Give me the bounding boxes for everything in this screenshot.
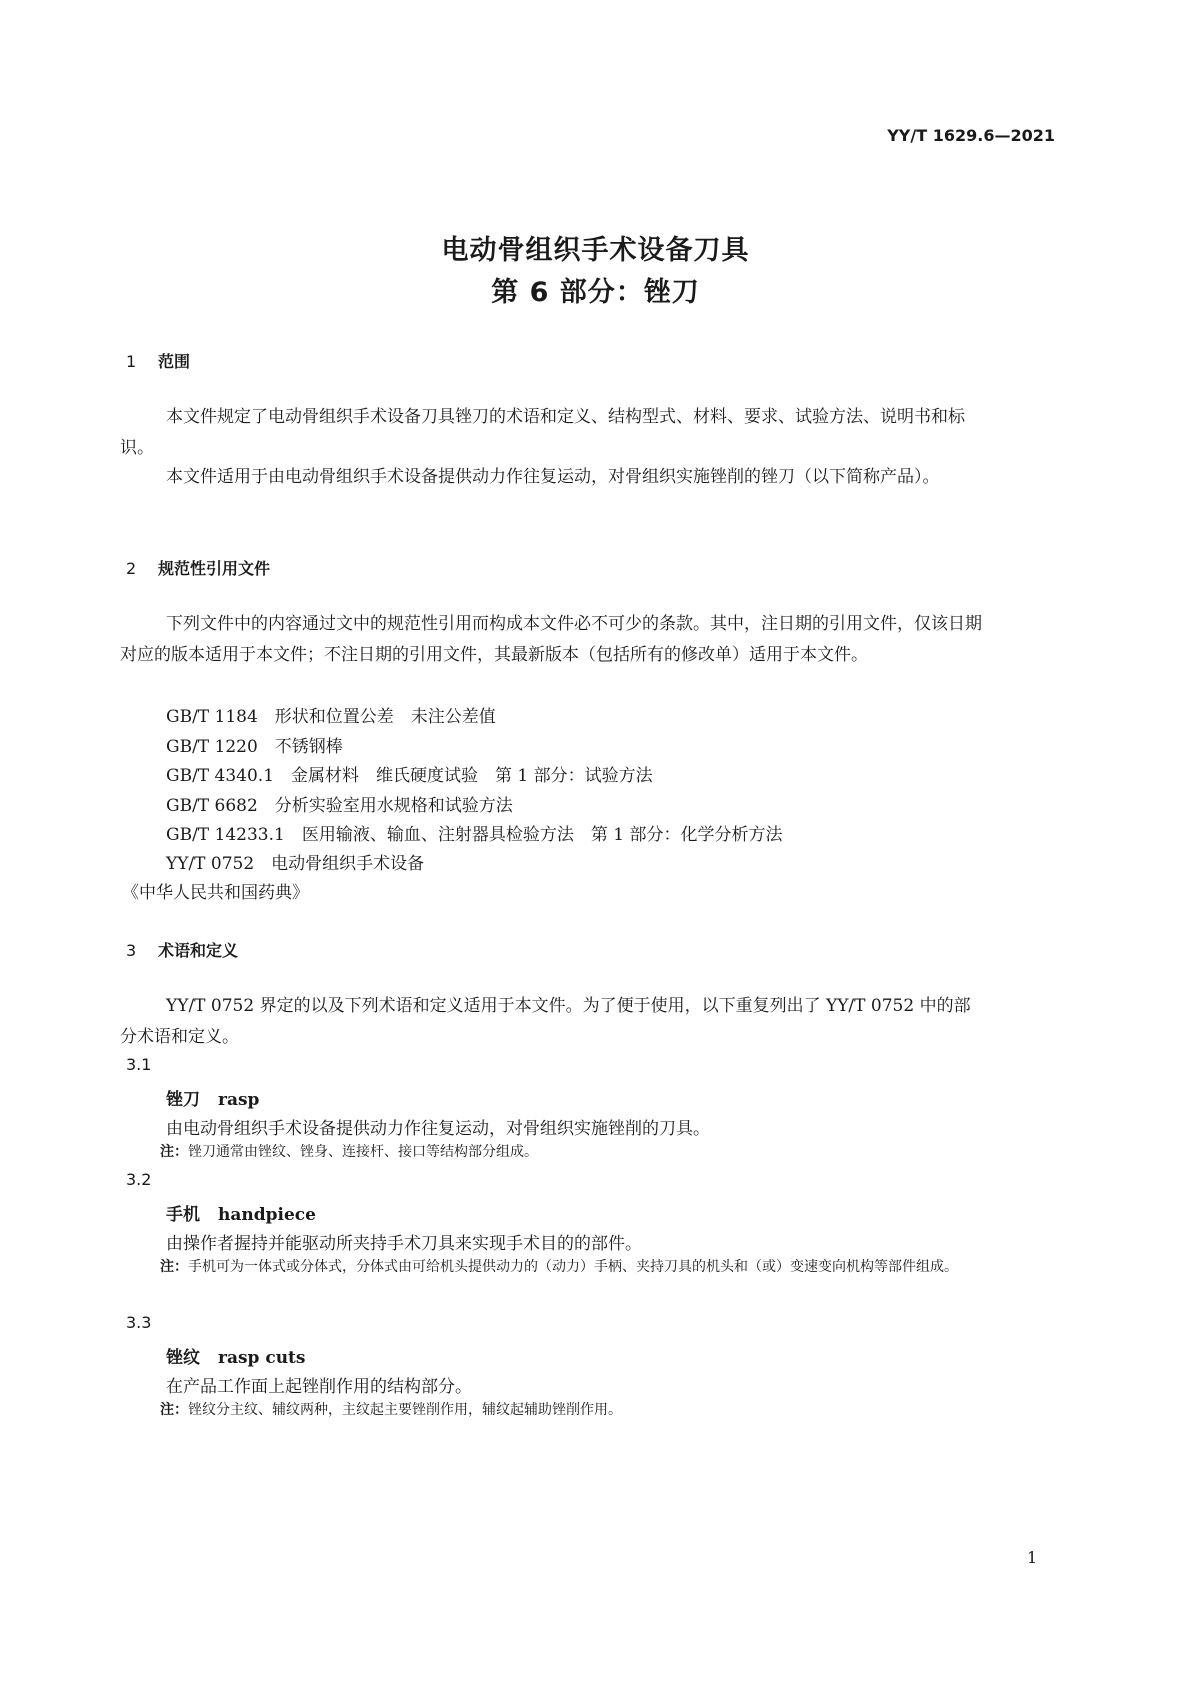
section-title: 范围 xyxy=(158,352,191,371)
term-zh: 手机 xyxy=(166,1205,200,1225)
note-text: 手机可为一体式或分体式，分体式由可给机头提供动力的（动力）手柄、夹持刀具的机头和（或）变速变向机构等部件组成。 xyxy=(188,1259,958,1275)
term-en: handpiece xyxy=(218,1205,316,1225)
section-number: 1 xyxy=(126,352,137,371)
document-subtitle: 第 6 部分：锉刀 xyxy=(491,277,700,308)
scope-paragraph-2: 本文件适用于由电动骨组织手术设备提供动力作往复运动，对骨组织实施锉削的锉刀（以下简称产品）。 xyxy=(166,467,940,487)
reference-item: YY/T 0752 电动骨组织手术设备 xyxy=(166,854,425,874)
reference-item: GB/T 4340.1 金属材料 维氏硬度试验 第 1 部分：试验方法 xyxy=(166,766,653,786)
reference-item: 《中华人民共和国药典》 xyxy=(122,883,309,903)
term-entry xyxy=(166,1200,316,1225)
document-title: 电动骨组织手术设备刀具 xyxy=(441,235,750,266)
term-entry xyxy=(166,1085,259,1110)
clause-number: 3.1 xyxy=(126,1055,152,1074)
scope-paragraph-1: 本文件规定了电动骨组织手术设备刀具锉刀的术语和定义、结构型式、材料、要求、试验方法、说明书和标识。 xyxy=(120,407,965,458)
terms-intro: YY/T 0752 界定的以及下列术语和定义适用于本文件。为了便于使用，以下重复列出了 YY/T 0752 中的部分术语和定义。 xyxy=(120,996,971,1047)
note-text: 锉纹分主纹、辅纹两种，主纹起主要锉削作用，辅纹起辅助锉削作用。 xyxy=(188,1402,622,1418)
term-definition: 由电动骨组织手术设备提供动力作往复运动，对骨组织实施锉削的刀具。 xyxy=(166,1119,710,1139)
clause-number: 3.3 xyxy=(126,1313,152,1332)
term-note xyxy=(160,1140,538,1165)
normative-references-intro: 下列文件中的内容通过文中的规范性引用而构成本文件必不可少的条款。其中，注日期的引用文件，仅该日期对应的版本适用于本文件；不注日期的引用文件，其最新版本（包括所有的修改单）适用于本文件。 xyxy=(120,614,982,665)
reference-item: GB/T 6682 分析实验室用水规格和试验方法 xyxy=(166,796,513,816)
term-zh: 锉刀 xyxy=(166,1090,200,1110)
section-title: 规范性引用文件 xyxy=(158,559,271,578)
term-entry xyxy=(166,1343,305,1368)
note-text: 锉刀通常由锉纹、锉身、连接杆、接口等结构部分组成。 xyxy=(188,1144,538,1160)
term-definition: 由操作者握持并能驱动所夹持手术刀具来实现手术目的的部件。 xyxy=(166,1234,642,1254)
section-title: 术语和定义 xyxy=(158,941,239,960)
reference-item: GB/T 1220 不锈钢棒 xyxy=(166,737,343,757)
clause-number: 3.2 xyxy=(126,1170,152,1189)
term-en: rasp cuts xyxy=(218,1348,306,1368)
note-label: 注： xyxy=(160,1402,188,1418)
reference-item: GB/T 14233.1 医用输液、输血、注射器具检验方法 第 1 部分：化学分析方法 xyxy=(166,825,783,845)
term-en: rasp xyxy=(218,1090,260,1110)
section-number: 2 xyxy=(126,559,137,578)
page-number: 1 xyxy=(1027,1548,1038,1567)
term-definition: 在产品工作面上起锉削作用的结构部分。 xyxy=(166,1377,472,1397)
term-zh: 锉纹 xyxy=(166,1348,200,1368)
term-note xyxy=(160,1255,986,1280)
section-3-heading xyxy=(126,938,238,961)
reference-item: GB/T 1184 形状和位置公差 未注公差值 xyxy=(166,707,496,727)
section-number: 3 xyxy=(126,941,137,960)
term-note xyxy=(160,1398,622,1423)
section-2-heading xyxy=(126,556,270,579)
note-label: 注： xyxy=(160,1144,188,1160)
document-number: YY/T 1629.6—2021 xyxy=(887,126,1055,145)
note-label: 注： xyxy=(160,1259,188,1275)
section-1-heading xyxy=(126,349,190,372)
